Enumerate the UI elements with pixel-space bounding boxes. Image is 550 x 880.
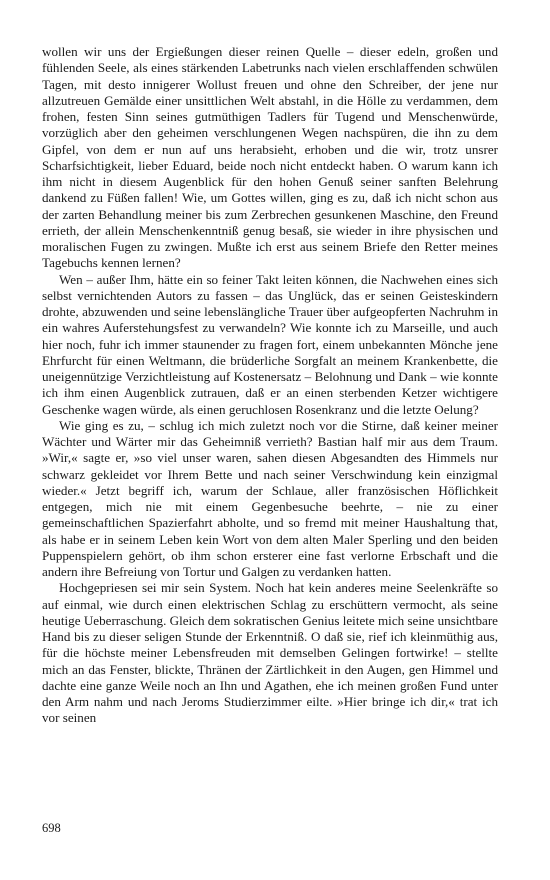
paragraph-2: Wen – außer Ihm, hätte ein so feiner Takt leiten können, die Nachwehen eines sich selbst vernichtenden Autors zu fassen – das Unglück, das er seinen Geisteskindern drohte, abzuwenden und seine lebenslängliche Trauer über aufgeopferten Nachruhm in ein wahres Auferstehungsfest zu verwandeln? Wie konnte ich zu Marseille, und auch hier noch, fuhr ich immer staunender zu fragen fort, einem unbekannten Mönche jene Ehrfurcht für einen Weltmann, die brüderliche Sorgfalt an meinem Krankenbette, die uneigennützige Verzichtleistung auf Kostenersatz – Belohnung und Dank – wie konnte ich ihm einen Augenblick zutrauen, daß er an einen sterbenden Ketzer wichtigere Geschenke wagen würde, als einen geruchlosen Rosenkranz und die letzte Oelung? — [42, 271, 498, 417]
paragraph-4: Hochgepriesen sei mir sein System. Noch hat kein anderes meine Seelenkräfte so auf einmal, wie durch einen elektrischen Schlag zu erschüttern vermocht, als seine heutige Ueberraschung. Gleich dem sokratischen Genius leitete mich seine unsichtbare Hand bis zu dieser seligen Stunde der Erkenntniß. O daß sie, rief ich kleinmüthig aus, für die höchste meiner Lebensfreuden mit demselben Gelingen fortwirke! – stellte mich an das Fenster, blickte, Thränen der Zärtlichkeit in den Augen, gen Himmel und dachte eine ganze Weile noch an Ihn und Agathen, ehe ich meinen großen Fund unter den Arm nahm und nach Jeroms Studierzimmer eilte. »Hier bringe ich dir,« trat ich vor seinen — [42, 580, 498, 726]
body-text — [42, 44, 498, 727]
page-number: 698 — [42, 821, 61, 835]
paragraph-1: wollen wir uns der Ergießungen dieser reinen Quelle – dieser edeln, großen und fühlenden Seele, als eines stärkenden Labetrunks nach vielen erschlaffenden schwülen Tagen, mit desto innigerer Wollust freuen und ohne den Schreiber, der jene nur allzutreuen Gemälde einer unsittlichen Welt abstahl, in die Hölle zu verdammen, dem frohen, festen Sinn seines gutmüthigen Tadlers für Tugend und Menschenwürde, vorzüglich aber den geheimen verschlungenen Wegen nachspüren, die ihn zu dem Gipfel, von dem er nun auf uns herabsieht, erhoben und die wir, trotz unsrer Scharfsichtigkeit, lieber Eduard, beide noch nicht entdeckt haben. O warum kann ich ihm nicht in diesem Augenblick für den hohen Genuß seiner sanften Belehrung dankend zu Füßen fallen! Wie, um Gottes willen, ging es zu, daß ich nicht schon aus der zarten Behandlung meiner bis zum Zerbrechen gesunkenen Maschine, den Freund errieth, der allein Menschenkenntniß genug besaß, sie wieder in ihre physischen und moralischen Fugen zu zwingen. Mußte ich erst aus seinem Briefe den Retter meines Tagebuchs kennen lernen? — [42, 44, 498, 271]
paragraph-3: Wie ging es zu, – schlug ich mich zuletzt noch vor die Stirne, daß keiner meiner Wächter und Wärter mir das Geheimniß verrieth? Bastian half mir aus dem Traum. »Wir,« sagte er, »so viel unser waren, sahen diesen Abgesandten des Himmels nur schwarz gekleidet vor Ihrem Bette und nach seiner Verschwindung kein einzigmal wieder.« Jetzt begriff ich, warum der Schlaue, aller französischen Höflichkeit entgegen, mich nie mit einem Gegenbesuche beehrte, – nie zu einer gemeinschaftlichen Spazierfahrt abholte, und so fremd mit meiner Haushaltung that, als habe er in seinem Leben kein Wort von dem alten Maler Sperling und den beiden Puppenspielern gehört, ob ihm schon ersterer eine fast verlorne Erbschaft und die andern ihre Befreiung von Tortur und Galgen zu verdanken hatten. — [42, 417, 498, 579]
